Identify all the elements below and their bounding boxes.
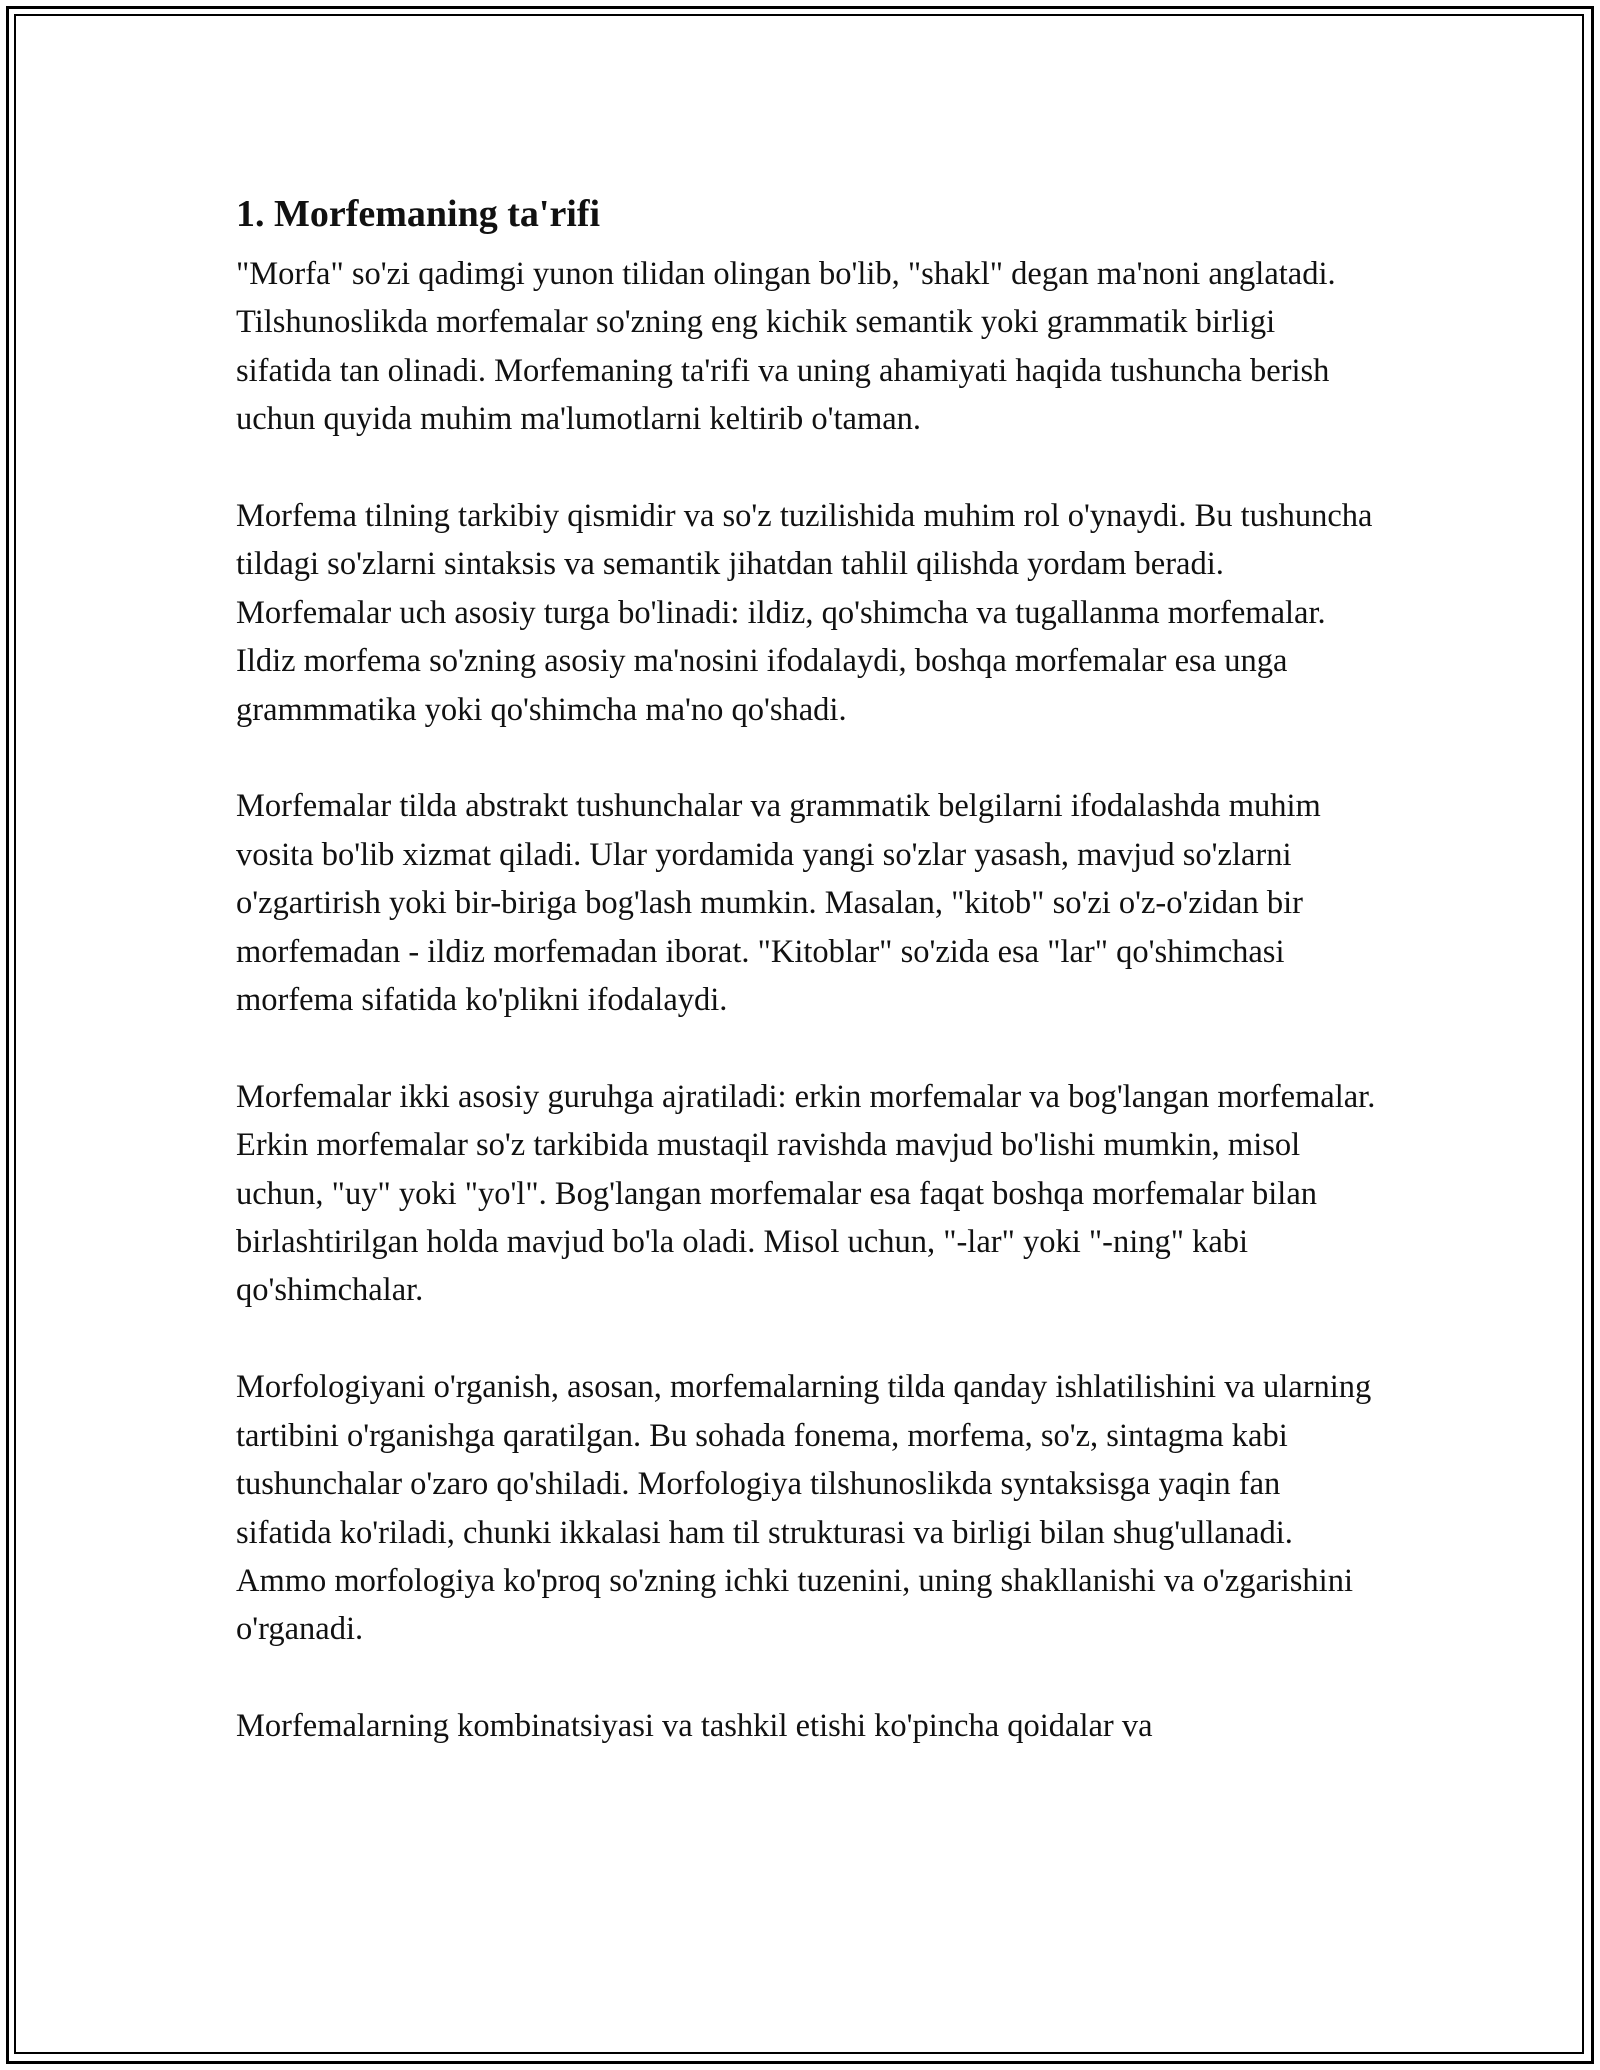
section-heading: 1. Morfemaning ta'rifi bbox=[236, 193, 601, 235]
paragraph-4: Morfemalar ikki asosiy guruhga ajratiladi: erkin morfemalar va bog'langan morfemalar. Erkin morfemalar so'z tarkibida mustaqil ravishda mavjud bo'lishi mumkin, misol uchun, "uy" yoki "yo'l". Bog'langan morfemalar esa faqat boshqa morfemalar bilan birlashtirilgan holda mavjud bo'la oladi. Misol uchun, "-lar" yoki "-ning" kabi qo'shimchalar. bbox=[236, 1078, 1376, 1309]
document-body bbox=[236, 186, 1376, 1799]
paragraph-2: Morfema tilning tarkibiy qismidir va so'z tuzilishida muhim rol o'ynaydi. Bu tushuncha tildagi so'zlarni sintaksis va semantik jihatdan tahlil qilishda yordam beradi. Morfemalar uch asosiy turga bo'linadi: ildiz, qo'shimcha va tugallanma morfemalar. Ildiz morfema so'zning asosiy ma'nosini ifodalaydi, boshqa morfemalar esa unga grammmatika yoki qo'shimcha ma'no qo'shadi. bbox=[236, 498, 1373, 728]
paragraph-3: Morfemalar tilda abstrakt tushunchalar va grammatik belgilarni ifodalashda muhim vosita bo'lib xizmat qiladi. Ular yordamida yangi so'zlar yasash, mavjud so'zlarni o'zgartirish yoki bir-biriga bog'lash mumkin. Masalan, "kitob" so'zi o'z-o'zidan bir morfemadan - ildiz morfemadan iborat. "Kitoblar" so'zida esa "lar" qo'shimchasi morfema sifatida ko'plikni ifodalaydi. bbox=[236, 788, 1321, 1019]
paragraph-6: Morfemalarning kombinatsiyasi va tashkil etishi ko'pincha qoidalar va bbox=[236, 1708, 1153, 1745]
paragraph-1: "Morfa" so'zi qadimgi yunon tilidan olingan bo'lib, "shakl" degan ma'noni anglatadi. Tilshunoslikda morfemalar so'zning eng kichik semantik yoki grammatik birligi sifatida tan olinadi. Morfemaning ta'rifi va uning ahamiyati haqida tushuncha berish uchun quyida muhim ma'lumotlarni keltirib o'taman. bbox=[236, 256, 1336, 438]
paragraph-5: Morfologiyani o'rganish, asosan, morfemalarning tilda qanday ishlatilishini va ularning tartibini o'rganishga qaratilgan. Bu sohada fonema, morfema, so'z, sintagma kabi tushunchalar o'zaro qo'shiladi. Morfologiya tilshunoslikda syntaksisga yaqin fan sifatida ko'riladi, chunki ikkalasi ham til strukturasi va birligi bilan shug'ullanadi. Ammo morfologiya ko'proq so'zning ichki tuzenini, uning shakllanishi va o'zgarishini o'rganadi. bbox=[236, 1369, 1372, 1648]
